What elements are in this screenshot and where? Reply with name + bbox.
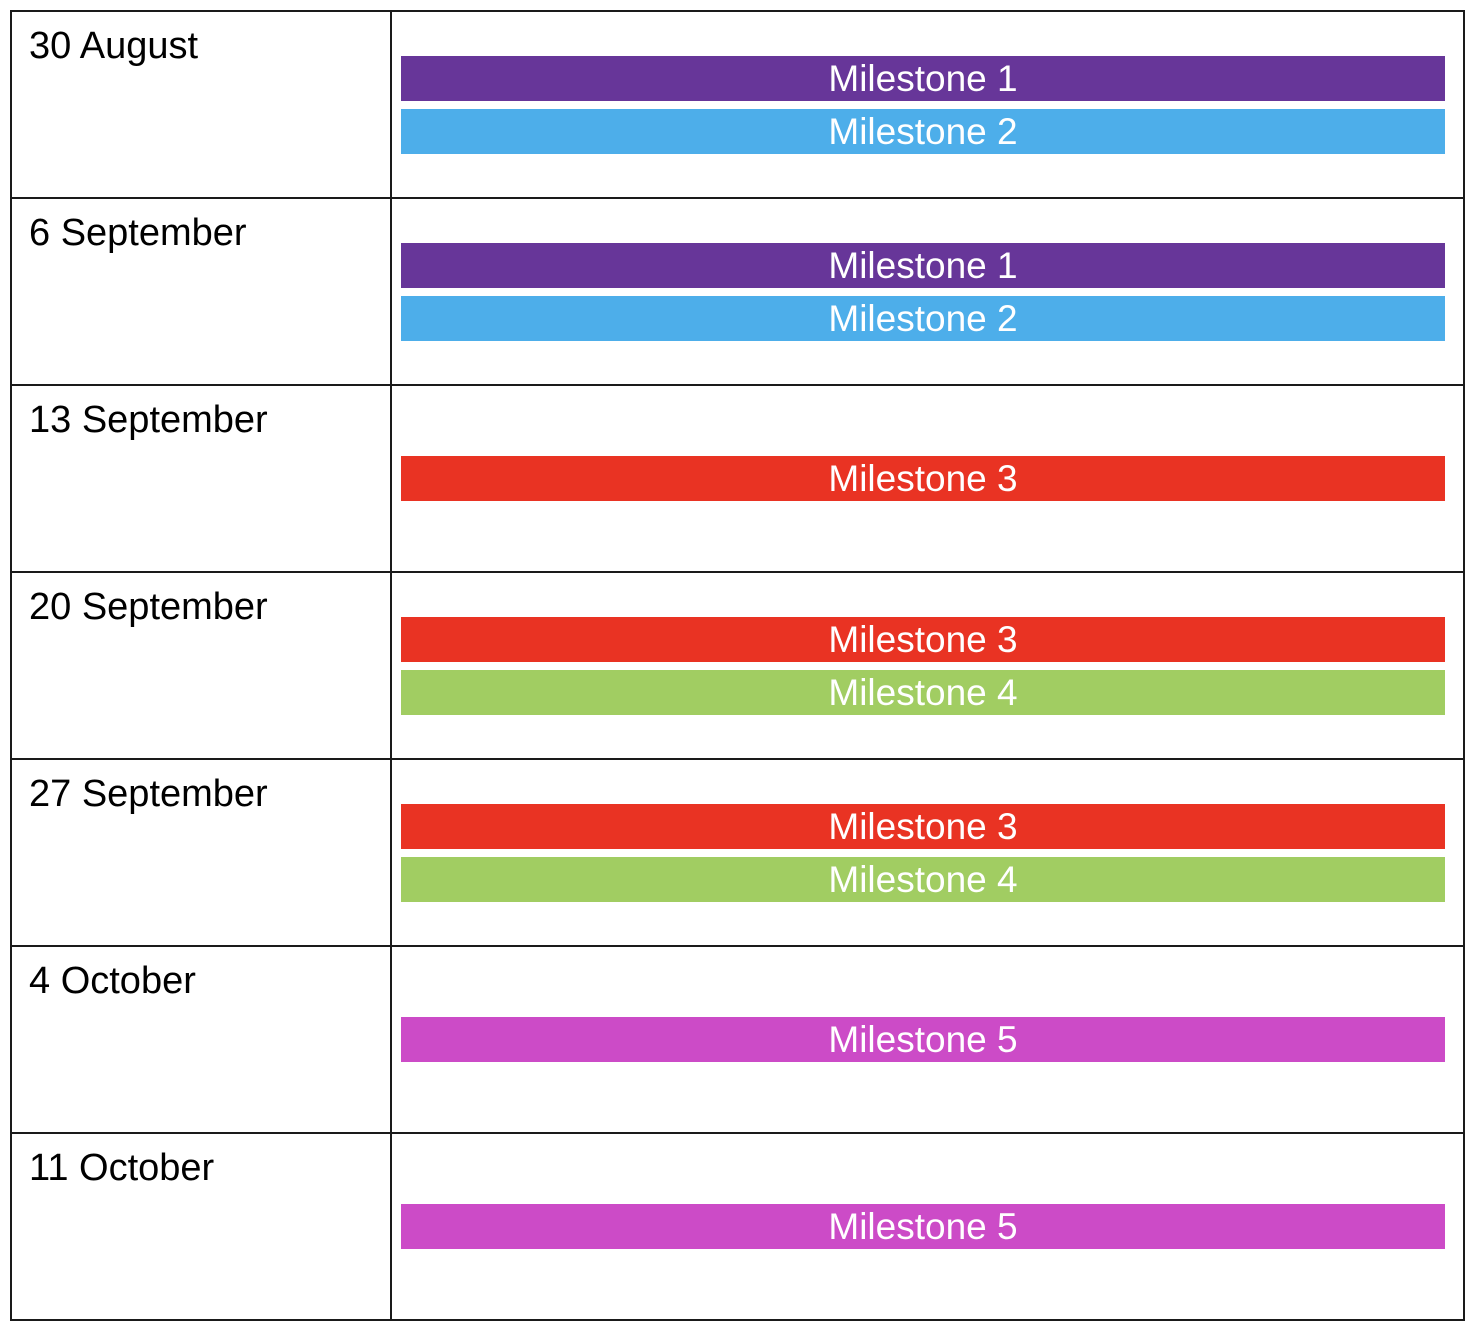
schedule-row bbox=[11, 198, 1464, 385]
milestone-cell bbox=[391, 572, 1464, 759]
milestone-bar: Milestone 2 bbox=[401, 109, 1445, 154]
milestone-cell bbox=[391, 1133, 1464, 1320]
week-date: 27 September bbox=[11, 759, 391, 946]
milestone-bar: Milestone 5 bbox=[401, 1204, 1445, 1249]
week-date: 11 October bbox=[11, 1133, 391, 1320]
milestone-cell bbox=[391, 946, 1464, 1133]
milestone-schedule-table bbox=[10, 10, 1465, 1321]
week-date: 6 September bbox=[11, 198, 391, 385]
milestone-bar: Milestone 4 bbox=[401, 857, 1445, 902]
milestone-cell bbox=[391, 759, 1464, 946]
milestone-cell bbox=[391, 11, 1464, 198]
milestone-bar: Milestone 1 bbox=[401, 56, 1445, 101]
schedule-row bbox=[11, 946, 1464, 1133]
milestone-bar: Milestone 4 bbox=[401, 670, 1445, 715]
schedule-body bbox=[11, 11, 1464, 1320]
week-date: 4 October bbox=[11, 946, 391, 1133]
milestone-bar: Milestone 3 bbox=[401, 804, 1445, 849]
week-date: 13 September bbox=[11, 385, 391, 572]
milestone-bar: Milestone 3 bbox=[401, 617, 1445, 662]
milestone-bar: Milestone 3 bbox=[401, 456, 1445, 501]
schedule-row bbox=[11, 1133, 1464, 1320]
milestone-cell bbox=[391, 198, 1464, 385]
milestone-bar: Milestone 5 bbox=[401, 1017, 1445, 1062]
milestone-cell bbox=[391, 385, 1464, 572]
milestone-bar: Milestone 1 bbox=[401, 243, 1445, 288]
schedule-row bbox=[11, 759, 1464, 946]
milestone-bar: Milestone 2 bbox=[401, 296, 1445, 341]
schedule-row bbox=[11, 572, 1464, 759]
schedule-row bbox=[11, 11, 1464, 198]
week-date: 30 August bbox=[11, 11, 391, 198]
week-date: 20 September bbox=[11, 572, 391, 759]
schedule-row bbox=[11, 385, 1464, 572]
